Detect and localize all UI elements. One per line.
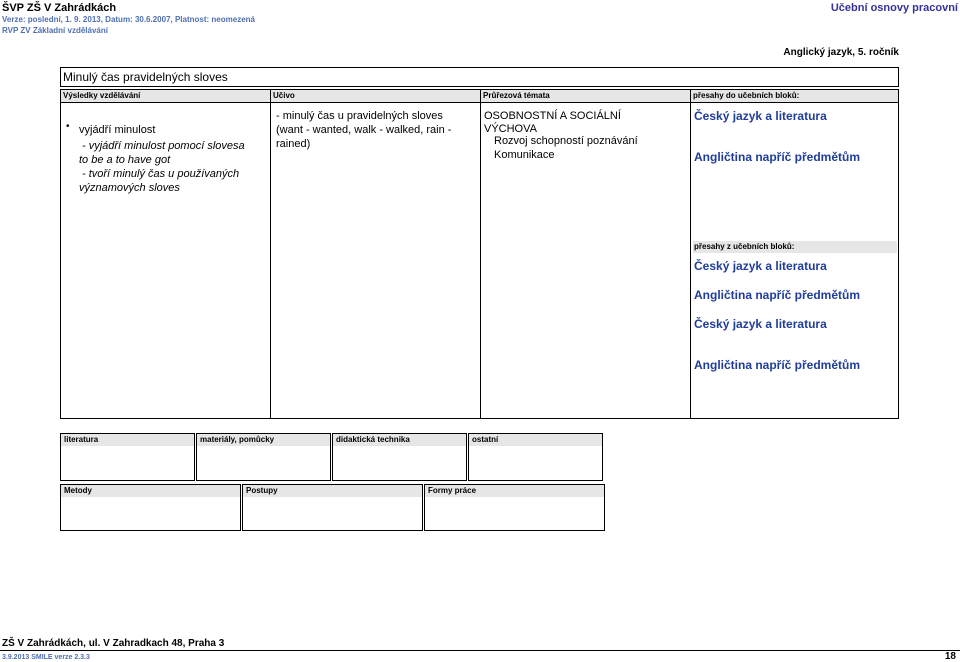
work-forms-label: Formy práce: [425, 485, 604, 497]
cross-topic-item: Komunikace: [494, 149, 555, 161]
header-curriculum: Učivo: [273, 91, 295, 100]
bullet-icon: •: [66, 121, 70, 132]
resource-label: ostatní: [469, 434, 602, 446]
overlap-to-item: Angličtina napříč předmětům: [694, 150, 861, 164]
overlap-from-item: Český jazyk a literatura: [694, 317, 827, 331]
footer-version: 3.9.2013 SMILE verze 2.3.3: [2, 654, 90, 661]
document-type: Učební osnovy pracovní: [830, 2, 958, 14]
resource-label: materiály, pomůcky: [197, 434, 330, 446]
header-cross-topics: Průřezová témata: [483, 91, 550, 100]
column-divider: [480, 90, 481, 418]
topic-title: Minulý čas pravidelných sloves: [63, 70, 228, 84]
footer-address: ZŠ V Zahrádkách, ul. V Zahradkach 48, Praha 3: [2, 638, 225, 649]
column-divider: [270, 90, 271, 418]
school-name: ŠVP ZŠ V Zahrádkách: [2, 2, 117, 14]
page-number: 18: [944, 651, 956, 662]
outcome-main: vyjádří minulost: [79, 124, 156, 136]
header-outcomes: Výsledky vzdělávání: [63, 91, 141, 100]
overlap-from-item: Angličtina napříč předmětům: [694, 288, 861, 302]
procedures-label: Postupy: [243, 485, 422, 497]
version-info: Verze: poslední, 1. 9. 2013, Datum: 30.6.2007, Platnost: neomezená: [2, 15, 255, 24]
rvp-label: RVP ZV Základní vzdělávání: [2, 26, 108, 35]
subject-grade: Anglický jazyk, 5. ročník: [783, 47, 899, 58]
resource-label: literatura: [61, 434, 194, 446]
methods-label: Metody: [61, 485, 240, 497]
cross-topic-item: Rozvoj schopností poznávání: [494, 135, 638, 147]
cross-topic-title: VÝCHOVA: [484, 123, 537, 135]
header-overlaps-to: přesahy do učebních bloků:: [693, 91, 800, 100]
resource-label: didaktická technika: [333, 434, 466, 446]
overlap-from-item: Český jazyk a literatura: [694, 259, 827, 273]
cross-topic-title: OSOBNOSTNÍ A SOCIÁLNÍ: [484, 110, 621, 122]
column-divider: [690, 90, 691, 418]
overlap-from-item: Angličtina napříč předmětům: [694, 358, 861, 372]
curriculum-text: - minulý čas u pravidelných sloves (want - wanted, walk - walked, rain - rained): [276, 110, 452, 150]
outcome-sub: to be a to have got: [79, 154, 171, 166]
overlap-to-item: Český jazyk a literatura: [694, 109, 827, 123]
footer-divider: [0, 650, 960, 651]
overlaps-from-header: přesahy z učebních bloků:: [693, 241, 897, 253]
outcome-sub: - tvoří minulý čas u používaných: [82, 168, 240, 180]
outcome-sub: významových sloves: [79, 182, 180, 194]
outcome-sub: - vyjádří minulost pomocí slovesa: [82, 140, 245, 152]
